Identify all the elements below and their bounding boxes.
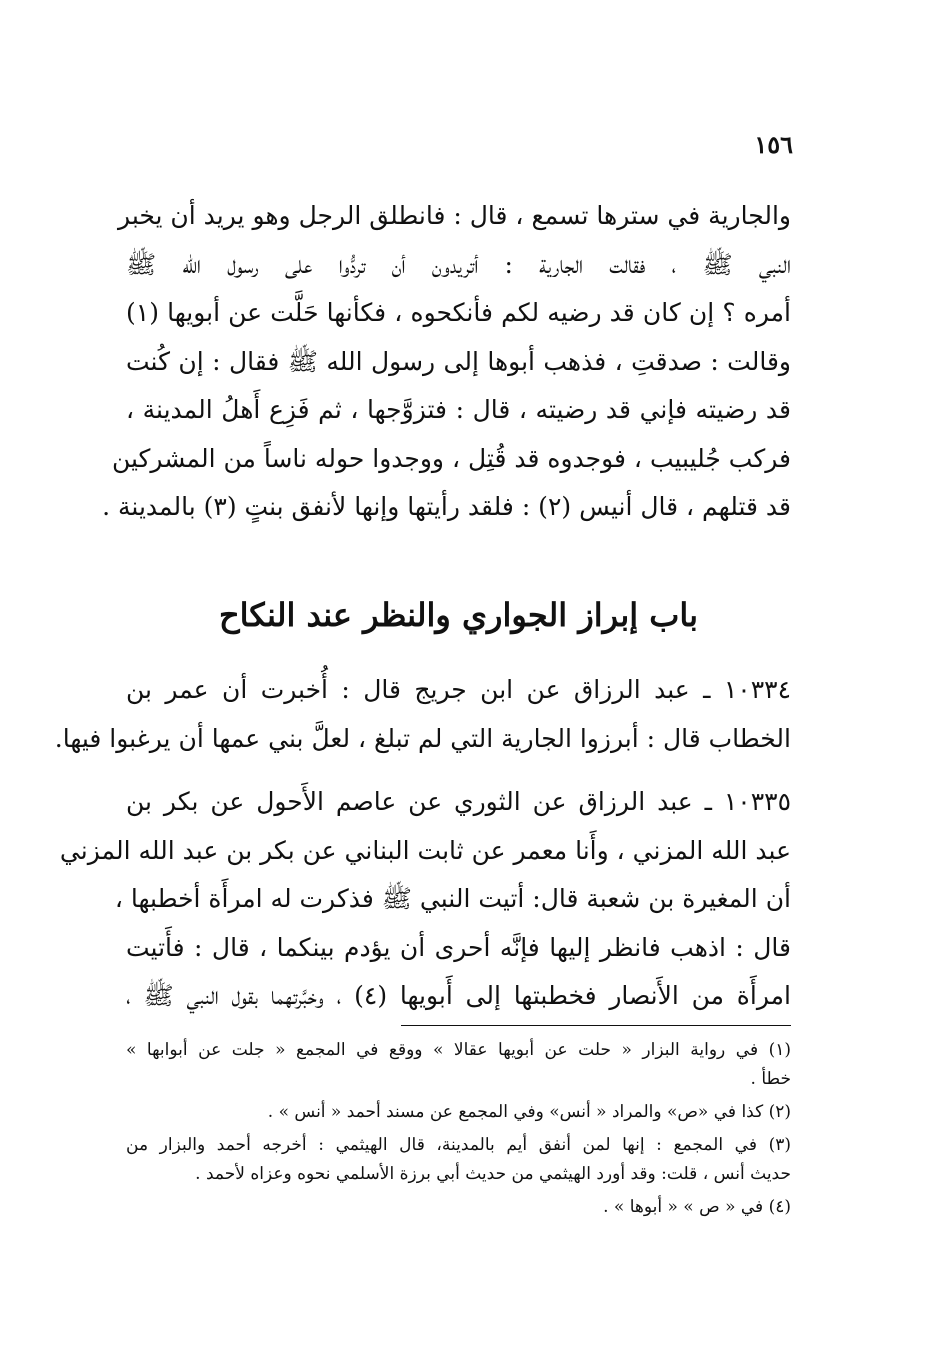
text-line: قد قتلهم ، قال أنيس (٢) : فلقد رأيتها وإنها لأنفق بنتٍ (٣) بالمدينة . [102,492,791,521]
text-line: أمره ؟ إن كان قد رضيه لكم فأنكحوه ، فكأنها حَلَّت عن أبويها (١) [126,298,791,327]
footnote-line: (١) في رواية البزار « حلت عن أبويها عقالا » ووقع في المجمع « جلت عن أبوابها » [126,1040,791,1060]
footnote-line: (٢) كذا في «ص» والمراد « أنس» وفي المجمع عن مسند أحمد « أنس » . [267,1102,791,1122]
text-line: الخطاب قال : أبرزوا الجارية التي لم تبلغ ، لعلَّ بني عمها أن يرغبوا فيها. [54,723,791,753]
text-line: قد رضيته فإني قد رضيته ، قال : فتزوَّجها ، ثم فَزِع أَهلُ المدينة ، [126,395,791,424]
footnote-line: حديث أنس ، قلت: وقد أورد الهيثمي من حديث أبي برزة الأسلمي نحوه وعزاه لأحمد . [195,1164,791,1184]
narration-paragraph [102,192,791,532]
text-line: أن المغيرة بن شعبة قال: أتيت النبي ﷺ فذكرت له امرأَة أخطبها ، [114,884,791,913]
hadith-10335 [59,778,791,1021]
footnote-3 [126,1131,791,1189]
text-line: امرأَة من الأَنصار فخطبتها إلى أَبويها (٤) ، وخبَّرتهما بقول النبي ﷺ ، [126,981,791,1010]
text-line: عبد الله المزني ، وأَنا معمر عن ثابت البناني عن بكر بن عبد الله المزني [59,835,791,865]
footnotes [126,1036,791,1226]
hadith-10334 [54,666,791,763]
text-line: قال : اذهب فانظر إليها فإنَّه أحرى أن يؤدم بينكما ، قال : فأَتيت [126,932,791,962]
chapter-title: باب إبراز الجواري والنظر عند النكاح [218,596,699,634]
page-number: ١٥٦ [754,130,793,159]
text-line: وقالت : صدقتِ ، فذهب أبوها إلى رسول الله ﷺ فقال : إن كُنت [126,346,791,376]
footnote-2 [126,1098,791,1127]
text-line: ١٠٣٣٤ ـ عبد الرزاق عن ابن جريج قال : أُخبرت أن عمر بن [126,675,791,704]
footnote-line: خطأ . [750,1069,791,1089]
footnote-divider [401,1025,791,1026]
text-line: فركب جُليبيب ، فوجدوه قد قُتِل ، ووجدوا حوله ناساً من المشركين [111,443,791,473]
footnote-1 [126,1036,791,1094]
text-line: والجارية في سترها تسمع ، قال : فانطلق الرجل وهو يريد أن يخبر [118,201,791,230]
text-line: ١٠٣٣٥ ـ عبد الرزاق عن الثوري عن عاصم الأَحول عن بكر بن [126,787,791,816]
footnote-line: (٣) في المجمع : إنها لمن أنفق أيم بالمدينة، قال الهيثمي : أخرجه أحمد والبزار من [126,1135,792,1155]
footnote-line: (٤) في « ص » « أبوها » . [603,1197,791,1217]
footnote-4 [126,1193,791,1222]
text-line: النبي ﷺ ، فقالت الجارية : أتريدون أن تردُّوا على رسول الله ﷺ [126,249,791,279]
